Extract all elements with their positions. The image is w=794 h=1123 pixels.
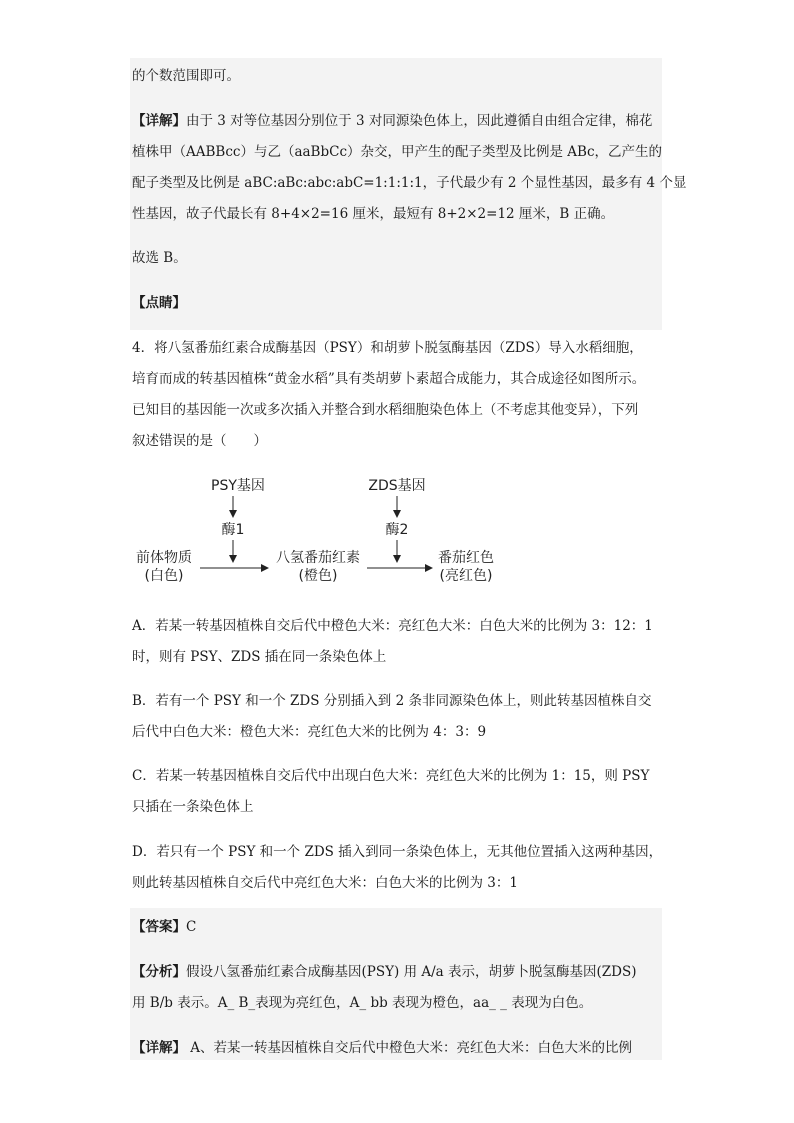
detail2-line1 xyxy=(132,1038,632,1058)
node1-color: (白色) xyxy=(144,568,184,584)
option-c-line2: 只插在一条染色体上 xyxy=(132,799,254,815)
analysis-line1 xyxy=(132,962,636,982)
option-a-line2: 时，则有 PSY、ZDS 插在同一条染色体上 xyxy=(132,649,387,665)
detail-paragraph-line3: 配子类型及比例是 aBC:aBc:abc:abC=1:1:1:1，子代最少有 2 个显性基因，最多有 4 个显 xyxy=(132,175,687,191)
node3-name: 番茄红色 xyxy=(438,550,494,566)
detail2-text: A、若某一转基因植株自交后代中橙色大米：亮红色大米：白色大米的比例 xyxy=(186,1040,633,1056)
option-a-line1: A．若某一转基因植株自交后代中橙色大米：亮红色大米：白色大米的比例为 3：12：1 xyxy=(132,618,653,634)
choose-line: 故选 B。 xyxy=(132,250,187,266)
question-line2: 培育而成的转基因植株“黄金水稻”具有类胡萝卜素超合成能力，其合成途径如图所示。 xyxy=(132,371,646,387)
option-b-line2: 后代中白色大米：橙色大米：亮红色大米的比例为 4：3：9 xyxy=(132,724,487,740)
analysis-line2: 用 B/b 表示。A_ B_表现为亮红色，A_ bb 表现为橙色，aa_ _ 表现为白色。 xyxy=(132,995,593,1011)
question-line3: 已知目的基因能一次或多次插入并整合到水稻细胞染色体上（不考虑其他变异），下列 xyxy=(132,402,639,418)
option-d-line2: 则此转基因植株自交后代中亮红色大米：白色大米的比例为 3：1 xyxy=(132,875,518,891)
detail-paragraph-line4: 性基因，故子代最长有 8+4×2=16 厘米，最短有 8+2×2=12 厘米，B 正确。 xyxy=(132,206,615,222)
detail-text: 由于 3 对等位基因分别位于 3 对同源染色体上，因此遵循自由组合定律，棉花 xyxy=(186,113,653,129)
detail2-label: 【详解】 xyxy=(132,1040,186,1056)
option-d-line1: D．若只有一个 PSY 和一个 ZDS 插入到同一条染色体上，无其他位置插入这两种基因， xyxy=(132,844,663,860)
detail-label: 【详解】 xyxy=(132,113,186,129)
detail-paragraph-line1 xyxy=(132,111,652,131)
pathway-diagram xyxy=(0,470,794,590)
enzyme2-label: 酶2 xyxy=(385,522,409,538)
detail-paragraph-line2: 植株甲（AABBcc）与乙（aaBbCc）杂交，甲产生的配子类型及比例是 ABc，乙产生的 xyxy=(132,144,663,160)
analysis-label: 【分析】 xyxy=(132,964,186,980)
answer-line xyxy=(132,917,196,937)
node1-name: 前体物质 xyxy=(136,550,192,566)
node2-name: 八氢番茄红素 xyxy=(276,550,360,566)
node2-color: (橙色) xyxy=(298,568,338,584)
analysis-text: 假设八氢番茄红素合成酶基因(PSY) 用 A/a 表示，胡萝卜脱氢酶基因(ZDS) xyxy=(186,964,637,980)
gene1-label: PSY基因 xyxy=(211,478,265,494)
gene2-label: ZDS基因 xyxy=(368,478,426,494)
answer-value: C xyxy=(186,919,197,935)
question-line1: 4．将八氢番茄红素合成酶基因（PSY）和胡萝卜脱氢酶基因（ZDS）导入水稻细胞， xyxy=(132,340,643,356)
option-b-line1: B．若有一个 PSY 和一个 ZDS 分别插入到 2 条非同源染色体上，则此转基因植株自交 xyxy=(132,693,652,709)
option-c-line1: C．若某一转基因植株自交后代中出现白色大米：亮红色大米的比例为 1：15，则 PSY xyxy=(132,768,650,784)
shaded-block-detail xyxy=(130,58,662,330)
question-line4: 叙述错误的是（ ） xyxy=(132,433,267,449)
node3-color: (亮红色) xyxy=(439,568,493,584)
comment-label: 【点睛】 xyxy=(132,295,186,311)
answer-label: 【答案】 xyxy=(132,919,186,935)
prev-text-tail: 的个数范围即可。 xyxy=(132,68,240,84)
enzyme1-label: 酶1 xyxy=(221,522,245,538)
